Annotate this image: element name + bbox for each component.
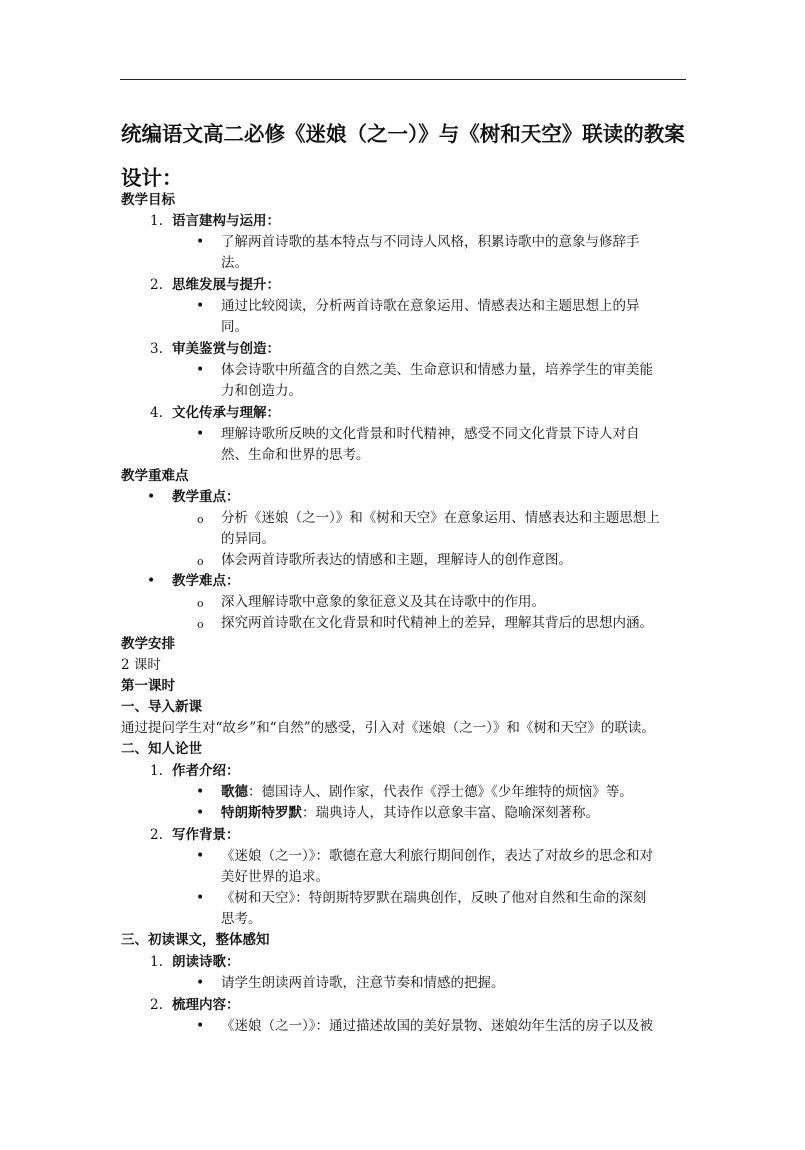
goal-label: 思维发展与提升： xyxy=(172,277,280,293)
circle-bullet-icon: o xyxy=(197,597,204,610)
goal-text: 同。 xyxy=(221,319,248,335)
bullet-icon: • xyxy=(196,234,205,250)
reading-text: 请学生朗读两首诗歌，注意节奏和情感的把握。 xyxy=(221,975,505,991)
part-heading: 二、知人论世 xyxy=(121,741,202,757)
section-heading-schedule: 教学安排 xyxy=(121,636,175,652)
bullet-icon: • xyxy=(196,848,205,864)
goal-text: 力和创造力。 xyxy=(221,383,302,399)
author-name: 特朗斯特罗默 xyxy=(221,805,302,821)
bullet-icon: • xyxy=(196,805,205,821)
list-number: 4. xyxy=(150,405,163,421)
goal-label: 语言建构与运用： xyxy=(172,213,280,229)
list-number: 2. xyxy=(150,277,163,293)
focus-label: 教学重点： xyxy=(172,489,240,505)
part-heading: 一、导入新课 xyxy=(121,699,202,715)
author-name: 歌德 xyxy=(221,784,248,800)
background-text: 《树和天空》：特朗斯特罗默在瑞典创作，反映了他对自然和生命的深刻 xyxy=(221,890,647,906)
circle-bullet-icon: o xyxy=(197,555,204,568)
goal-text: 了解两首诗歌的基本特点与不同诗人风格，积累诗歌中的意象与修辞手 xyxy=(221,234,640,250)
background-text: 《迷娘（之一）》：歌德在意大利旅行期间创作，表达了对故乡的思念和对 xyxy=(221,848,653,864)
list-number: 1. xyxy=(150,954,163,970)
hours-text: 2 课时 xyxy=(121,657,161,673)
summary-label: 梳理内容： xyxy=(172,997,240,1013)
goal-label: 文化传承与理解： xyxy=(172,405,280,421)
goal-text: 体会诗歌中所蕴含的自然之美、生命意识和情感力量，培养学生的审美能 xyxy=(221,362,653,378)
reading-label: 朗读诗歌： xyxy=(172,954,240,970)
bullet-icon: • xyxy=(196,362,205,378)
background-text: 美好世界的追求。 xyxy=(221,869,329,885)
header-rule xyxy=(120,79,686,80)
difficulty-text: 深入理解诗歌中意象的象征意义及其在诗歌中的作用。 xyxy=(221,594,545,610)
list-number: 1. xyxy=(150,763,163,779)
author-label: 作者介绍： xyxy=(172,763,240,779)
author-transtromer xyxy=(221,803,599,824)
focus-text: 体会两首诗歌所表达的情感和主题，理解诗人的创作意图。 xyxy=(221,552,572,568)
bullet-icon: • xyxy=(196,975,205,991)
intro-text: 通过提问学生对“故乡”和“自然”的感受，引入对《迷娘（之一）》和《树和天空》的联读。 xyxy=(121,720,655,736)
difficulty-text: 探究两首诗歌在文化背景和时代精神上的差异，理解其背后的思想内涵。 xyxy=(221,615,653,631)
bullet-icon: • xyxy=(196,426,205,442)
list-number: 3. xyxy=(150,341,163,357)
goal-text: 理解诗歌所反映的文化背景和时代精神，感受不同文化背景下诗人对自 xyxy=(221,426,640,442)
list-number: 1. xyxy=(150,213,163,229)
lesson-heading: 第一课时 xyxy=(121,678,175,694)
goal-text: 法。 xyxy=(221,255,248,271)
part-heading: 三、初读课文，整体感知 xyxy=(121,932,270,948)
goal-text: 通过比较阅读，分析两首诗歌在意象运用、情感表达和主题思想上的异 xyxy=(221,298,640,314)
background-label: 写作背景： xyxy=(172,827,240,843)
summary-text: 《迷娘（之一）》：通过描述故国的美好景物、迷娘幼年生活的房子以及被 xyxy=(221,1018,653,1034)
author-goethe xyxy=(221,782,633,803)
bullet-icon: • xyxy=(196,890,205,906)
bullet-icon: • xyxy=(196,1018,205,1034)
list-number: 2. xyxy=(150,997,163,1013)
bullet-icon: • xyxy=(196,784,205,800)
background-text: 思考。 xyxy=(221,911,262,927)
circle-bullet-icon: o xyxy=(197,513,204,526)
author-desc: ：瑞典诗人，其诗作以意象丰富、隐喻深刻著称。 xyxy=(302,805,599,821)
bullet-icon: • xyxy=(147,489,156,505)
list-item xyxy=(150,211,163,232)
circle-bullet-icon: o xyxy=(197,618,204,631)
author-desc: ：德国诗人、剧作家，代表作《浮士德》《少年维特的烦恼》等。 xyxy=(248,784,633,800)
goal-text: 然、生命和世界的思考。 xyxy=(221,447,370,463)
focus-text: 分析《迷娘（之一）》和《树和天空》在意象运用、情感表达和主题思想上 xyxy=(221,510,660,526)
difficulty-label: 教学难点： xyxy=(172,573,240,589)
bullet-icon: • xyxy=(196,298,205,314)
goal-label: 审美鉴赏与创造： xyxy=(172,341,280,357)
focus-text: 的异同。 xyxy=(221,531,275,547)
section-heading-goals: 教学目标 xyxy=(121,192,175,208)
list-number: 2. xyxy=(150,827,163,843)
page-title: 统编语文高二必修《迷娘（之一）》与《树和天空》联读的教案设计： xyxy=(121,122,685,190)
section-heading-focus: 教学重难点 xyxy=(121,468,189,484)
bullet-icon: • xyxy=(147,573,156,589)
